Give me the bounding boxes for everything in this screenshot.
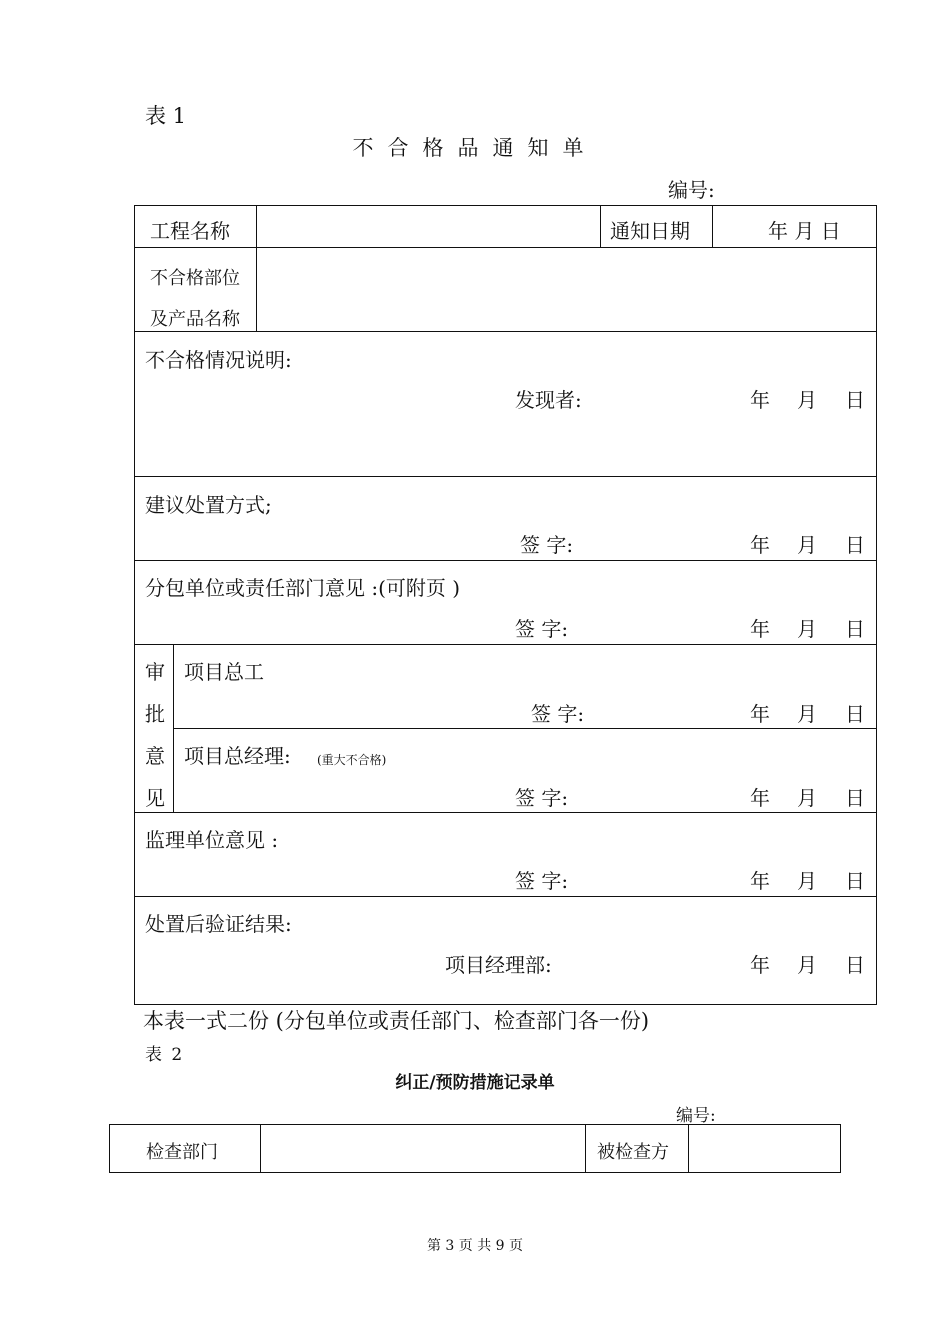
chief-engineer-month: 月 (797, 702, 817, 726)
table2-number-label: 编号: (676, 1106, 716, 1126)
row-subcontractor-opinion (135, 561, 876, 645)
situation-label: 不合格情况说明: (145, 348, 292, 372)
verification-month: 月 (797, 953, 817, 977)
part-label-line1: 不合格部位 (150, 268, 240, 289)
part-label-line2: 及产品名称 (150, 309, 240, 330)
supervision-label: 监理单位意见 : (145, 828, 279, 852)
page-number: 第 3 页 共 9 页 (426, 1238, 524, 1254)
row-situation (135, 332, 876, 477)
table2-title: 纠正/预防措施记录单 (395, 1073, 555, 1093)
corrective-action-table (109, 1124, 841, 1173)
supervision-year: 年 (750, 869, 770, 893)
approval-char-2: 批 (145, 702, 165, 726)
subcontractor-label: 分包单位或责任部门意见 :(可附页 ) (145, 576, 461, 600)
verification-label: 处置后验证结果: (145, 912, 292, 936)
suggestion-sign-label: 签 字: (520, 533, 574, 557)
verification-day: 日 (845, 953, 865, 977)
row-verification (135, 897, 876, 1004)
approval-char-1: 审 (145, 660, 165, 684)
pm-label: 项目总经理: (184, 744, 291, 768)
subcontractor-day: 日 (845, 617, 865, 641)
subcontractor-year: 年 (750, 617, 770, 641)
approval-char-3: 意 (145, 744, 165, 768)
row-approval (135, 645, 876, 813)
row-nonconforming-part (135, 248, 876, 332)
inspected-party-label: 被检查方 (597, 1142, 669, 1163)
table1-number-label: 编号: (668, 178, 715, 202)
pm-note: (重大不合格) (317, 753, 387, 767)
subcontractor-month: 月 (797, 617, 817, 641)
supervision-month: 月 (797, 869, 817, 893)
row-suggestion (135, 477, 876, 561)
suggestion-label: 建议处置方式; (145, 493, 272, 517)
suggestion-day: 日 (845, 533, 865, 557)
finder-month: 月 (797, 388, 817, 412)
subcontractor-sign-label: 签 字: (515, 617, 569, 641)
notice-date-label: 通知日期 (610, 219, 690, 243)
chief-engineer-day: 日 (845, 702, 865, 726)
pm-dept-label: 项目经理部: (445, 953, 552, 977)
table1-title: 不合格品通知单 (352, 136, 598, 160)
chief-engineer-label: 项目总工 (184, 660, 264, 684)
finder-day: 日 (845, 388, 865, 412)
suggestion-month: 月 (797, 533, 817, 557)
finder-year: 年 (750, 388, 770, 412)
suggestion-year: 年 (750, 533, 770, 557)
verification-year: 年 (750, 953, 770, 977)
table2-label: 表 2 (145, 1045, 185, 1065)
pm-month: 月 (797, 786, 817, 810)
copies-note: 本表一式二份 (分包单位或责任部门、检查部门各一份) (143, 1009, 650, 1033)
approval-char-4: 见 (145, 786, 165, 810)
pm-day: 日 (845, 786, 865, 810)
supervision-day: 日 (845, 869, 865, 893)
row-project-name (135, 206, 876, 248)
project-name-label: 工程名称 (150, 219, 230, 243)
chief-engineer-year: 年 (750, 702, 770, 726)
pm-sign-label: 签 字: (515, 786, 569, 810)
notice-date-template: 年 月 日 (768, 219, 841, 243)
chief-engineer-sign-label: 签 字: (531, 702, 585, 726)
row-supervision (135, 813, 876, 897)
finder-label: 发现者: (515, 388, 582, 412)
nonconformity-notice-table (134, 205, 877, 1005)
inspection-dept-label: 检查部门 (146, 1142, 218, 1163)
pm-year: 年 (750, 786, 770, 810)
table1-label: 表 1 (145, 104, 187, 128)
supervision-sign-label: 签 字: (515, 869, 569, 893)
